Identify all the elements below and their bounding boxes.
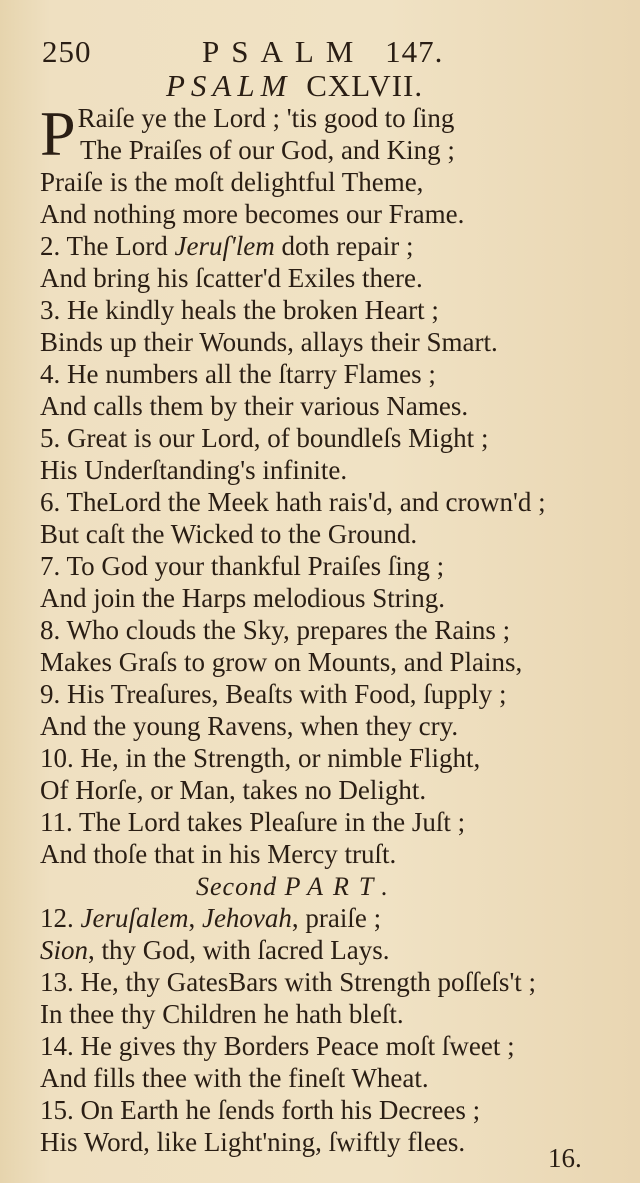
verse-line: His Underſtanding's infinite. — [40, 455, 348, 485]
running-head-number: 147. — [385, 34, 444, 69]
verse-line: 4. He numbers all the ſtarry Flames ; — [40, 359, 436, 389]
psalm-title — [166, 68, 423, 104]
verse-line: 11. The Lord takes Pleaſure in the Juſt ; — [40, 807, 466, 837]
running-head-title: PSALM — [202, 34, 366, 69]
verse-line: And the young Ravens, when they cry. — [40, 711, 459, 741]
stanza-4 — [40, 902, 610, 1158]
verse-line: 3. He kindly heals the broken Heart ; — [40, 295, 439, 325]
page-number: 250 — [42, 34, 92, 69]
verse-line: And join the Harps melodious String. — [40, 583, 445, 613]
verse-text-italic: Sion — [40, 935, 89, 965]
verse-text: , — [188, 903, 202, 933]
part-heading-label: Second — [196, 872, 278, 901]
verse-line: 10. He, in the Strength, or nimble Flight, — [40, 743, 481, 773]
stanza-3 — [40, 614, 610, 870]
verse-line: 8. Who clouds the Sky, prepares the Rains ; — [40, 615, 511, 645]
stanza-2 — [40, 358, 610, 614]
verse-line: His Word, like Light'ning, ſwiftly flees. — [40, 1127, 466, 1157]
part-heading — [196, 872, 398, 902]
verse-text: Raiſe ye the Lord ; 'tis good to ſing — [77, 103, 455, 133]
verse-line: 13. He, thy GatesBars with Strength poſſeſs't ; — [40, 967, 537, 997]
running-head — [202, 34, 443, 70]
verse-text: , praiſe ; — [291, 903, 382, 933]
verse-line: And thoſe that in his Mercy truſt. — [40, 839, 397, 869]
verse-line: 15. On Earth he ſends forth his Decrees ; — [40, 1095, 481, 1125]
verse-line: But caſt the Wicked to the Ground. — [40, 519, 418, 549]
verse-line — [40, 230, 610, 262]
drop-cap: P — [40, 98, 76, 169]
verse-line: 5. Great is our Lord, of boundleſs Might ; — [40, 423, 489, 453]
verse-text-italic: Jeruſalem — [80, 903, 189, 933]
verse-line: Praiſe is the moſt delightful Theme, — [40, 167, 424, 197]
verse-text: 2. The Lord — [40, 231, 175, 261]
psalm-title-numeral: CXLVII. — [306, 68, 424, 103]
verse-line: Of Horſe, or Man, takes no Delight. — [40, 775, 427, 805]
verse-line: In thee thy Children he hath bleſt. — [40, 999, 404, 1029]
verse-line: And fills thee with the fineſt Wheat. — [40, 1063, 429, 1093]
stanza-1 — [40, 98, 610, 358]
verse-line: 7. To God your thankful Praiſes ſing ; — [40, 551, 445, 581]
verse-line: And calls them by their various Names. — [40, 391, 469, 421]
verse-line: 6. TheLord the Meek hath rais'd, and crown'd ; — [40, 487, 546, 517]
verse-line — [40, 902, 610, 934]
part-heading-word: PART. — [284, 872, 398, 901]
verse-text: 12. — [40, 903, 81, 933]
verse-line: The Praiſes of our God, and King ; — [80, 135, 455, 165]
verse-line: 14. He gives thy Borders Peace moſt ſweet ; — [40, 1031, 515, 1061]
verse-line: And bring his ſcatter'd Exiles there. — [40, 263, 423, 293]
verse-line: 9. His Treaſures, Beaſts with Food, ſupply ; — [40, 679, 507, 709]
verse-line — [40, 934, 610, 966]
psalm-title-word: PSALM — [166, 68, 293, 103]
verse-line: Makes Graſs to grow on Mounts, and Plains, — [40, 647, 523, 677]
verse-text: , thy God, with ſacred Lays. — [88, 935, 390, 965]
verse-line: Binds up their Wounds, allays their Smart. — [40, 327, 498, 357]
verse-line: And nothing more becomes our Frame. — [40, 199, 465, 229]
verse-text: doth repair ; — [274, 231, 414, 261]
verse-text-italic: Jehovah — [201, 903, 292, 933]
verse-text-italic: Jeruſ'lem — [174, 231, 275, 261]
catchword: 16. — [548, 1143, 582, 1173]
